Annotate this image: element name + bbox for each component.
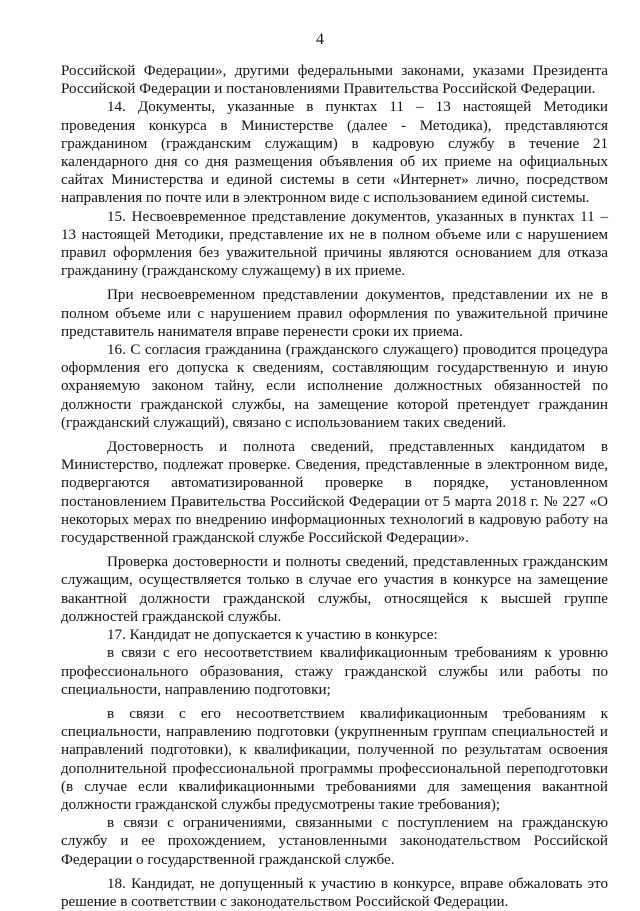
paragraph-list-item: в связи с ограничениями, связанными с поступлением на гражданскую службу и ее прохождением, установленными законодательством Российской Федерации о государственной гражданской службе. — [61, 815, 608, 868]
paragraph: Российской Федерации», другими федеральными законами, указами Президента Российской Федерации и постановлениями Правительства Российской Федерации. — [61, 63, 608, 98]
paragraph-clause-17: 17. Кандидат не допускается к участию в конкурсе: — [107, 627, 438, 644]
paragraph: Проверка достоверности и полноты сведений, представленных гражданским служащим, осуществляется только в случае его участия в конкурсе на замещение вакантной должности гражданской службы, относящейся к высшей группе должностей гражданской службы. — [61, 554, 608, 625]
paragraph-list-item: в связи с его несоответствием квалификационным требованиям к уровню профессионального образования, стажу гражданской службы или работы по специальности, направлению подготовки; — [61, 645, 608, 698]
paragraph: При несвоевременном представлении документов, представлении их не в полном объеме или с нарушением правил оформления по уважительной причине представитель нанимателя вправе перенести сроки их приема. — [61, 287, 608, 340]
paragraph: Достоверность и полнота сведений, представленных кандидатом в Министерство, подлежат проверке. Сведения, представленные в электронном виде, подвергаются автоматизированной проверке в порядке, установленном постановлением Правительства Российской Федерации от 5 марта 2018 г. № 227 «О некоторых мерах по внедрению информационных технологий в кадровую работу на государственной гражданской службе Российской Федерации». — [61, 439, 608, 547]
page-number: 4 — [316, 31, 324, 48]
paragraph-clause-15: 15. Несвоевременное представление документов, указанных в пунктах 11 – 13 настоящей Методики, представление их не в полном объеме или с нарушением правил оформления без уважительной причины являются основанием для отказа гражданину (гражданскому служащему) в их приеме. — [61, 208, 608, 280]
paragraph-clause-16: 16. С согласия гражданина (гражданского служащего) проводится процедура оформления его допуска к сведениям, составляющим государственную и иную охраняемую законом тайну, если исполнение должностных обязанностей по должности гражданской службы, на замещение которой претендует гражданин (гражданский служащий), связано с использованием таких сведений. — [61, 342, 608, 431]
paragraph-list-item: в связи с его несоответствием квалификационным требованиям к специальности, направлению подготовки (укрупненным группам специальностей и направлений подготовки), к квалификации, полученной по результатам освоения дополнительной профессиональной программы профессиональной переподготовки (в случае если квалификационными требованиями для замещения вакантной должности гражданской службы предусмотрены такие требования); — [61, 705, 608, 813]
document-body — [61, 62, 608, 911]
paragraph-clause-14: 14. Документы, указанные в пунктах 11 – 13 настоящей Методики проведения конкурса в Министерстве (далее - Методика), представляются гражданином (гражданским служащим) в кадровую службу в течение 21 календарного дня со дня размещения объявления об их приеме на официальных сайтах Министерства и единой системы в сети «Интернет» лично, посредством направления по почте или в электронном виде с использованием единой системы. — [61, 99, 608, 207]
paragraph-clause-18: 18. Кандидат, не допущенный к участию в конкурсе, вправе обжаловать это решение в соответствии с законодательством Российской Федерации. — [61, 875, 608, 910]
